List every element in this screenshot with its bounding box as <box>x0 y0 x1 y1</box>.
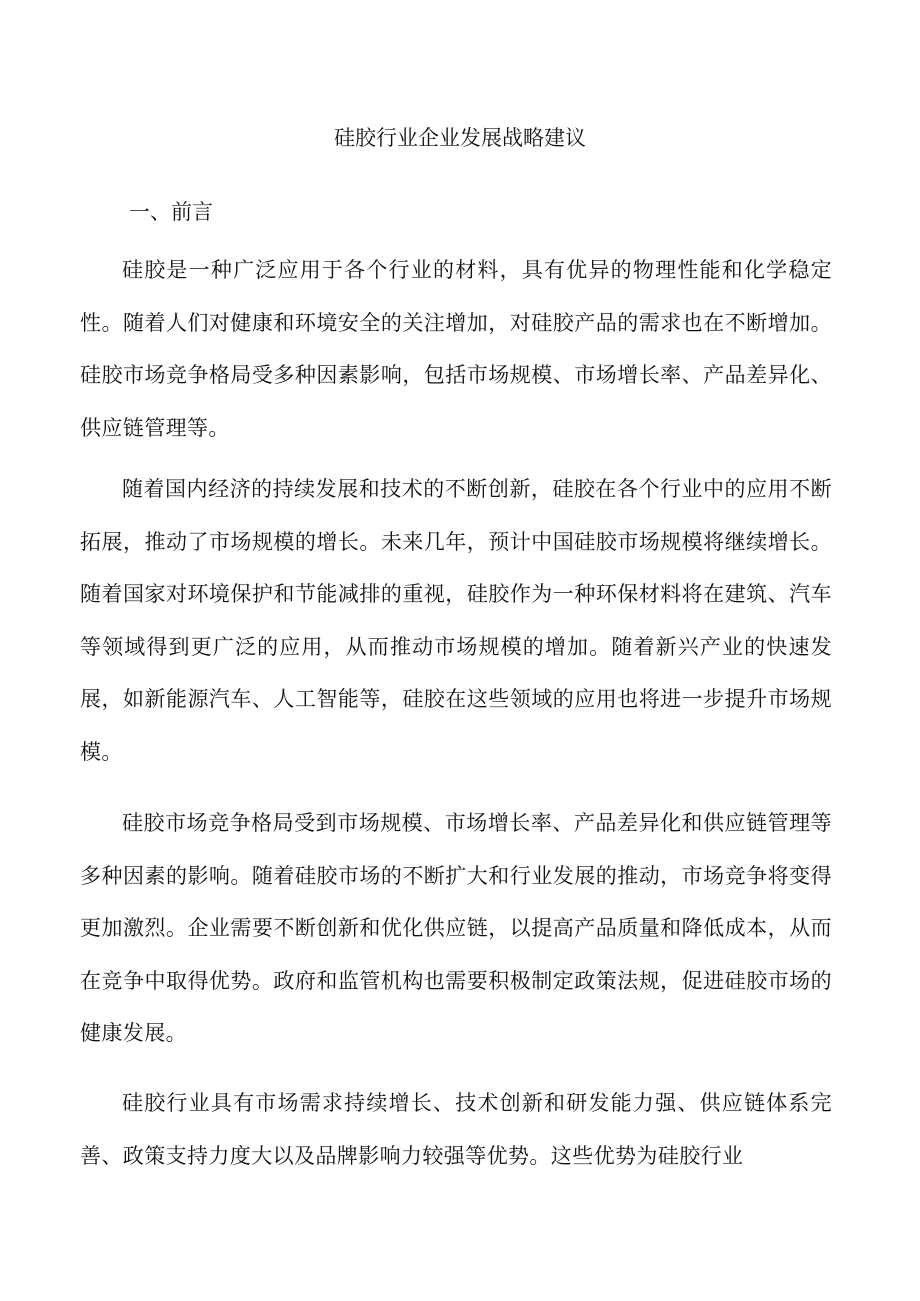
document-title: 硅胶行业企业发展战略建议 <box>334 126 586 150</box>
section-heading: 一、前言 <box>129 200 213 224</box>
paragraph-2: 随着国内经济的持续发展和技术的不断创新，硅胶在各个行业中的应用不断拓展，推动了市场规模的增长。未来几年，预计中国硅胶市场规模将继续增长。随着国家对环境保护和节能减排的重视，硅胶作为一种环保材料将在建筑、汽车等领域得到更广泛的应用，从而推动市场规模的增加。随着新兴产业的快速发展，如新能源汽车、人工智能等，硅胶在这些领域的应用也将进一步提升市场规模。 <box>80 477 832 764</box>
paragraph-1: 硅胶是一种广泛应用于各个行业的材料，具有优异的物理性能和化学稳定性。随着人们对健康和环境安全的关注增加，对硅胶产品的需求也在不断增加。硅胶市场竞争格局受多种因素影响，包括市场规模、市场增长率、产品差异化、供应链管理等。 <box>80 258 832 440</box>
paragraph-3: 硅胶市场竞争格局受到市场规模、市场增长率、产品差异化和供应链管理等多种因素的影响。随着硅胶市场的不断扩大和行业发展的推动，市场竞争将变得更加激烈。企业需要不断创新和优化供应链，以提高产品质量和降低成本，从而在竞争中取得优势。政府和监管机构也需要积极制定政策法规，促进硅胶市场的健康发展。 <box>80 811 832 1045</box>
paragraph-4: 硅胶行业具有市场需求持续增长、技术创新和研发能力强、供应链体系完善、政策支持力度大以及品牌影响力较强等优势。这些优势为硅胶行业 <box>80 1091 832 1168</box>
